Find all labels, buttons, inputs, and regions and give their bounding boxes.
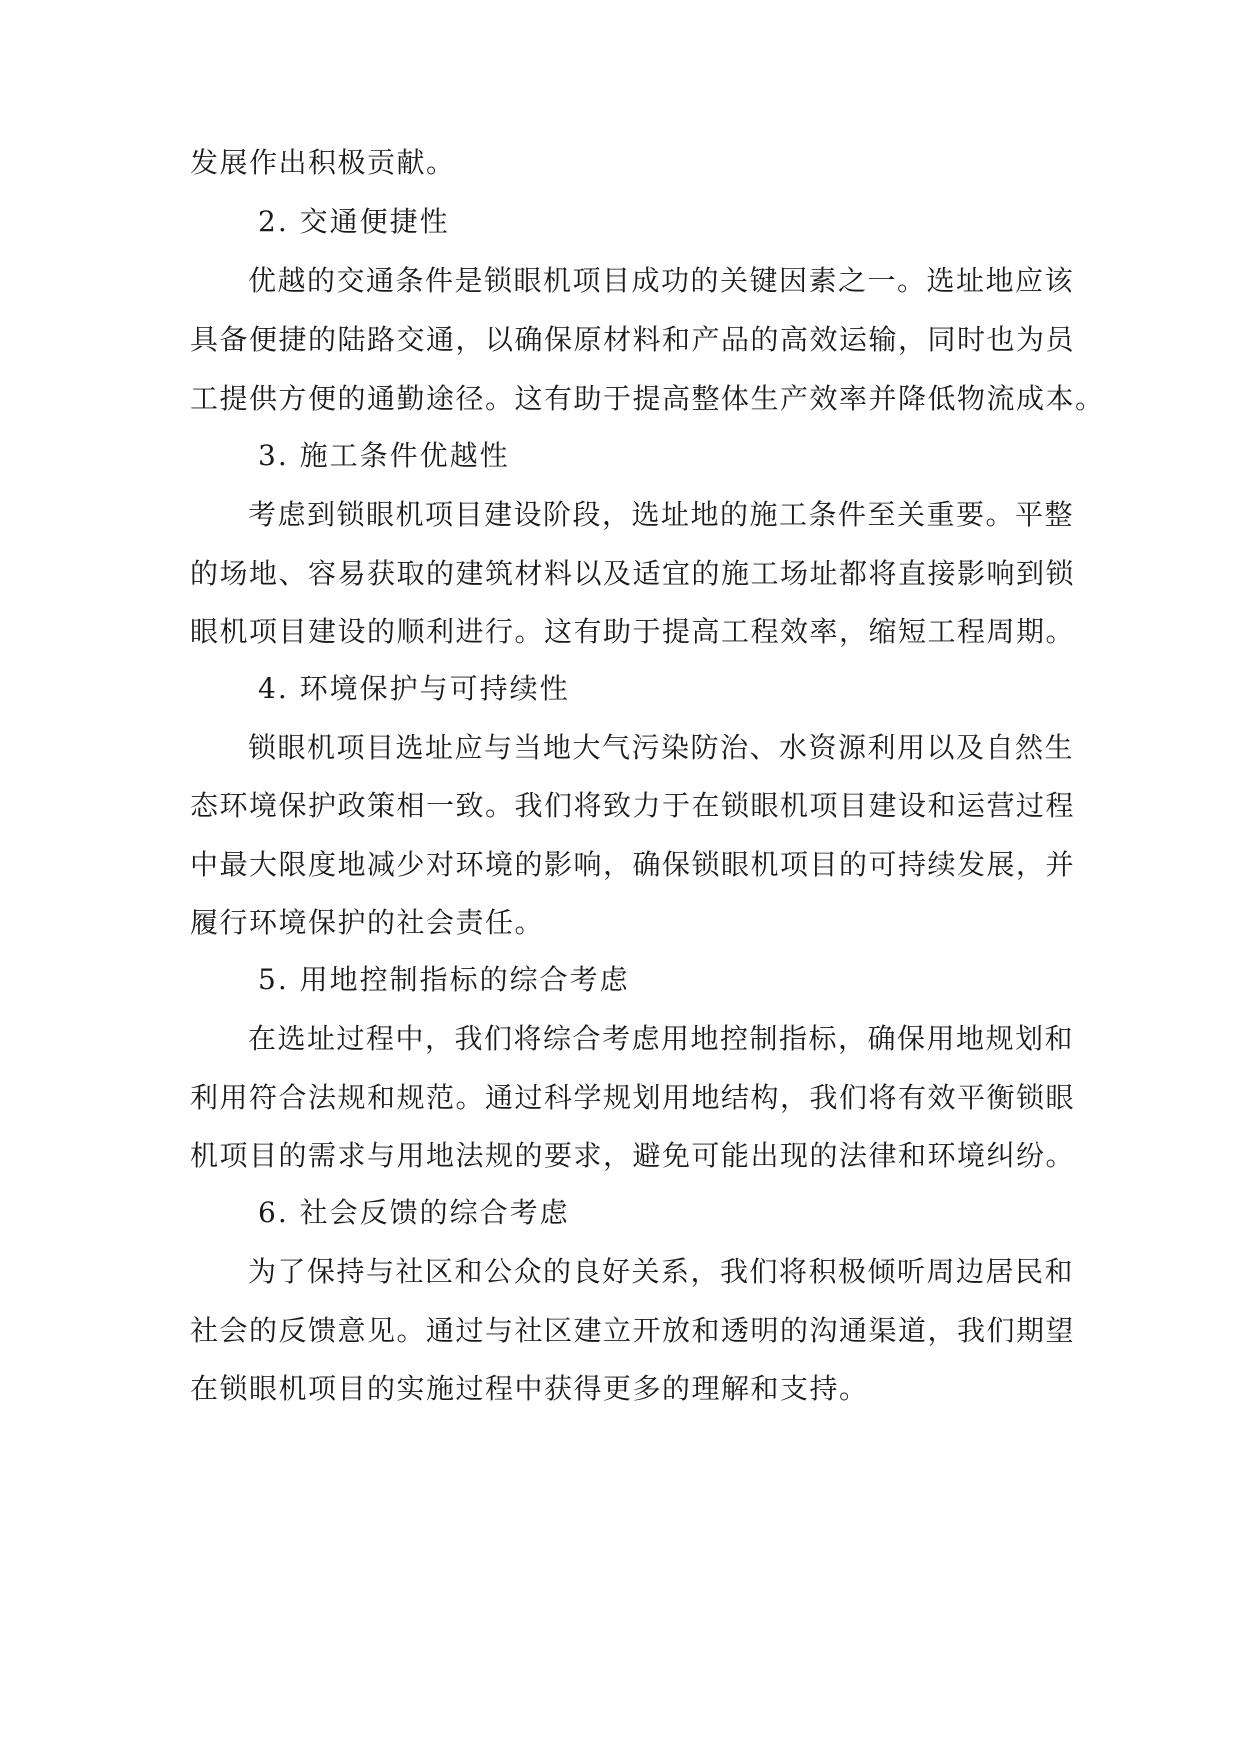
section-heading-5: 5. 用地控制指标的综合考虑 (258, 963, 630, 996)
paragraph-line: 工提供方便的通勤途径。这有助于提高整体生产效率并降低物流成本。 (190, 382, 1105, 415)
section-heading-2: 2. 交通便捷性 (258, 205, 450, 238)
section-heading-3: 3. 施工条件优越性 (258, 439, 510, 472)
paragraph-line: 在选址过程中，我们将综合考虑用地控制指标，确保用地规划和 (248, 1022, 1075, 1055)
paragraph-line: 的场地、容易获取的建筑材料以及适宜的施工场址都将直接影响到锁 (190, 557, 1076, 590)
paragraph-line: 考虑到锁眼机项目建设阶段，选址地的施工条件至关重要。平整 (248, 498, 1075, 531)
paragraph-line: 具备便捷的陆路交通，以确保原材料和产品的高效运输，同时也为员 (190, 323, 1076, 356)
paragraph-line: 中最大限度地减少对环境的影响，确保锁眼机项目的可持续发展，并 (190, 848, 1076, 881)
paragraph-line: 机项目的需求与用地法规的要求，避免可能出现的法律和环境纠纷。 (190, 1139, 1076, 1172)
section-heading-6: 6. 社会反馈的综合考虑 (258, 1196, 570, 1229)
section-heading-4: 4. 环境保护与可持续性 (258, 672, 570, 705)
paragraph-line: 眼机项目建设的顺利进行。这有助于提高工程效率，缩短工程周期。 (190, 615, 1076, 648)
paragraph-line: 社会的反馈意见。通过与社区建立开放和透明的沟通渠道，我们期望 (190, 1314, 1076, 1347)
paragraph-line: 为了保持与社区和公众的良好关系，我们将积极倾听周边居民和 (248, 1255, 1075, 1288)
paragraph-line: 发展作出积极贡献。 (190, 146, 456, 179)
paragraph-line: 态环境保护政策相一致。我们将致力于在锁眼机项目建设和运营过程 (190, 789, 1076, 822)
paragraph-line: 优越的交通条件是锁眼机项目成功的关键因素之一。选址地应该 (248, 264, 1075, 297)
paragraph-line: 利用符合法规和规范。通过科学规划用地结构，我们将有效平衡锁眼 (190, 1081, 1076, 1114)
paragraph-line: 履行环境保护的社会责任。 (190, 906, 545, 939)
paragraph-line: 在锁眼机项目的实施过程中获得更多的理解和支持。 (190, 1372, 869, 1405)
paragraph-line: 锁眼机项目选址应与当地大气污染防治、水资源利用以及自然生 (248, 731, 1075, 764)
